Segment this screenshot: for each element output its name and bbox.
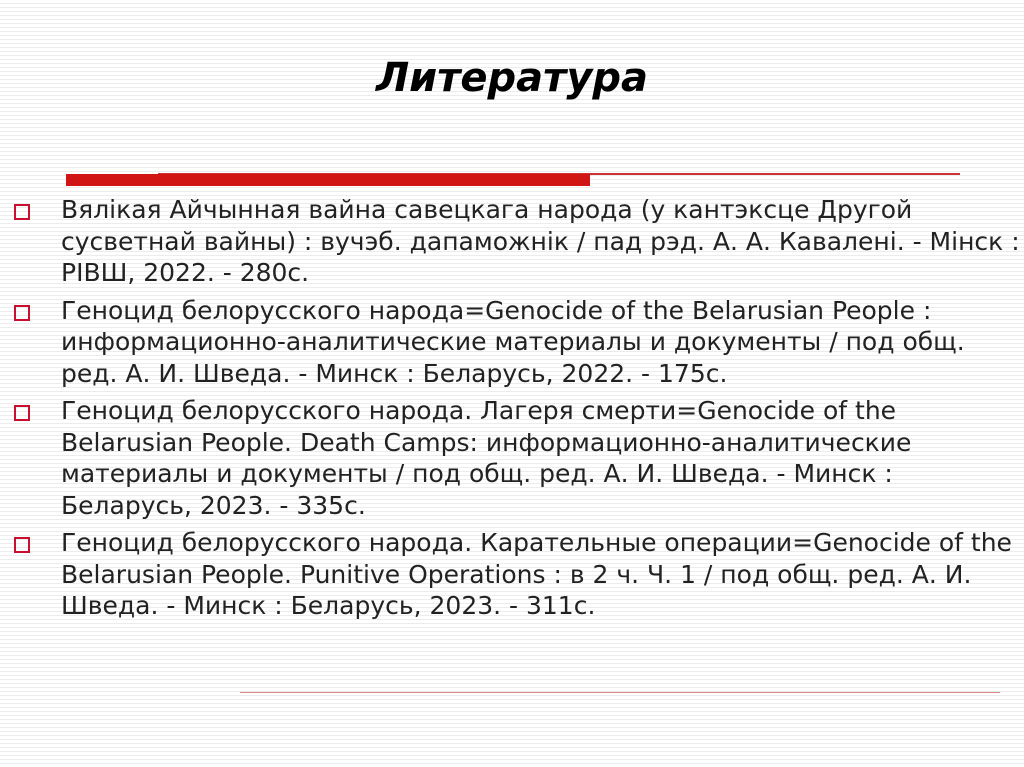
bibliography-item (0, 527, 1024, 622)
bibliography-entry-text: Геноцид белорусского народа. Карательные операции=Genocide of the Belarusian People. Punitive Operations : в 2 ч. Ч. 1 / под общ. ред. А. И. Шведа. - Минск : Беларусь, 2023. - 311с. (61, 528, 1012, 620)
bibliography-entry-text: Геноцид белорусского народа=Genocide of the Belarusian People : информационно-аналитические материалы и документы / под общ. ред. А. И. Шведа. - Минск : Беларусь, 2022. - 175с. (61, 295, 965, 388)
hollow-square-bullet-icon (14, 204, 30, 220)
hollow-square-bullet-icon (14, 405, 30, 421)
title-underline-thick (66, 174, 590, 186)
bibliography-item (0, 194, 1024, 289)
bibliography-item (0, 295, 1024, 390)
hollow-square-bullet-icon (14, 305, 30, 321)
bibliography-list (0, 194, 1024, 628)
bibliography-item (0, 395, 1024, 521)
decorative-line (240, 692, 1000, 693)
bibliography-entry-text: Геноцид белорусского народа. Лагеря смерти=Genocide of the Belarusian People. Death Camps: информационно-аналитические материалы и документы / под общ. ред. А. И. Шведа. - Минск : Беларусь, 2023. - 335с. (61, 396, 912, 520)
bibliography-entry-text: Вялікая Айчынная вайна савецкага народа (у кантэксце Другой сусветнай вайны) : вучэб. дапаможнік / пад рэд. А. А. Кавалені. - Мінск : РІВШ, 2022. - 280с. (61, 195, 1020, 287)
hollow-square-bullet-icon (14, 537, 30, 553)
slide-title: Литература (375, 55, 649, 101)
